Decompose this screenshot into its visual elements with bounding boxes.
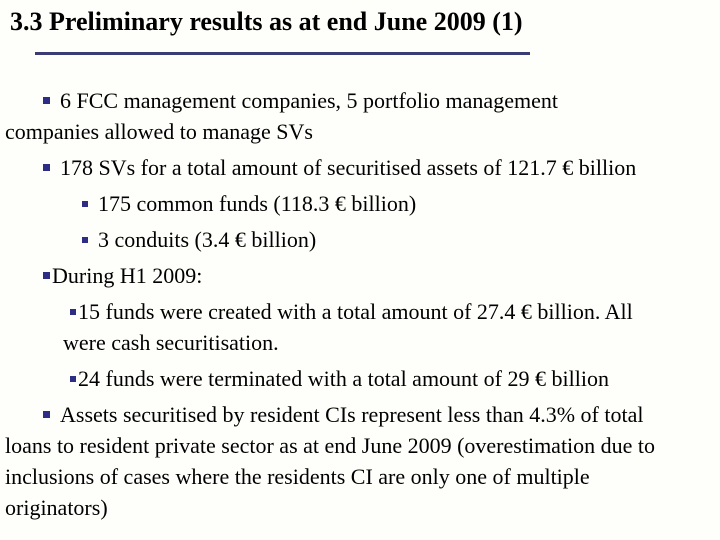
bullet-square-icon xyxy=(43,272,50,279)
bullet-square-icon xyxy=(70,376,76,382)
slide-title: 3.3 Preliminary results as at end June 2009 (1) xyxy=(10,7,523,36)
bullet-square-icon xyxy=(82,237,88,243)
bullet-item xyxy=(63,296,668,358)
bullet-square-icon xyxy=(70,309,76,315)
bullet-text: 6 FCC management companies, 5 portfolio management companies allowed to manage SVs xyxy=(5,88,558,144)
slide-content xyxy=(5,85,715,523)
bullet-item xyxy=(63,363,715,394)
bullet-text: 15 funds were created with a total amount of 27.4 € billion. All were cash securitisation. xyxy=(63,299,633,355)
bullet-item xyxy=(5,260,715,291)
bullet-square-icon xyxy=(43,97,50,104)
bullet-text: 175 common funds (118.3 € billion) xyxy=(98,191,417,216)
bullet-item xyxy=(5,399,695,523)
bullet-text: Assets securitised by resident CIs represent less than 4.3% of total loans to resident private sector as at end June 2009 (overestimation due to inclusions of cases where the residents CI are only one of multiple originators) xyxy=(5,402,656,520)
bullet-text: During H1 2009: xyxy=(52,263,203,288)
bullet-square-icon xyxy=(82,201,88,207)
bullet-text: 24 funds were terminated with a total amount of 29 € billion xyxy=(78,366,609,391)
bullet-square-icon xyxy=(43,164,50,171)
bullet-item xyxy=(82,188,715,219)
bullet-text: 3 conduits (3.4 € billion) xyxy=(98,227,317,252)
title-underline xyxy=(35,52,530,55)
bullet-item xyxy=(5,152,715,183)
bullet-item xyxy=(5,85,605,147)
bullet-square-icon xyxy=(43,411,50,418)
bullet-item xyxy=(82,224,715,255)
bullet-text: 178 SVs for a total amount of securitised assets of 121.7 € billion xyxy=(60,155,637,180)
